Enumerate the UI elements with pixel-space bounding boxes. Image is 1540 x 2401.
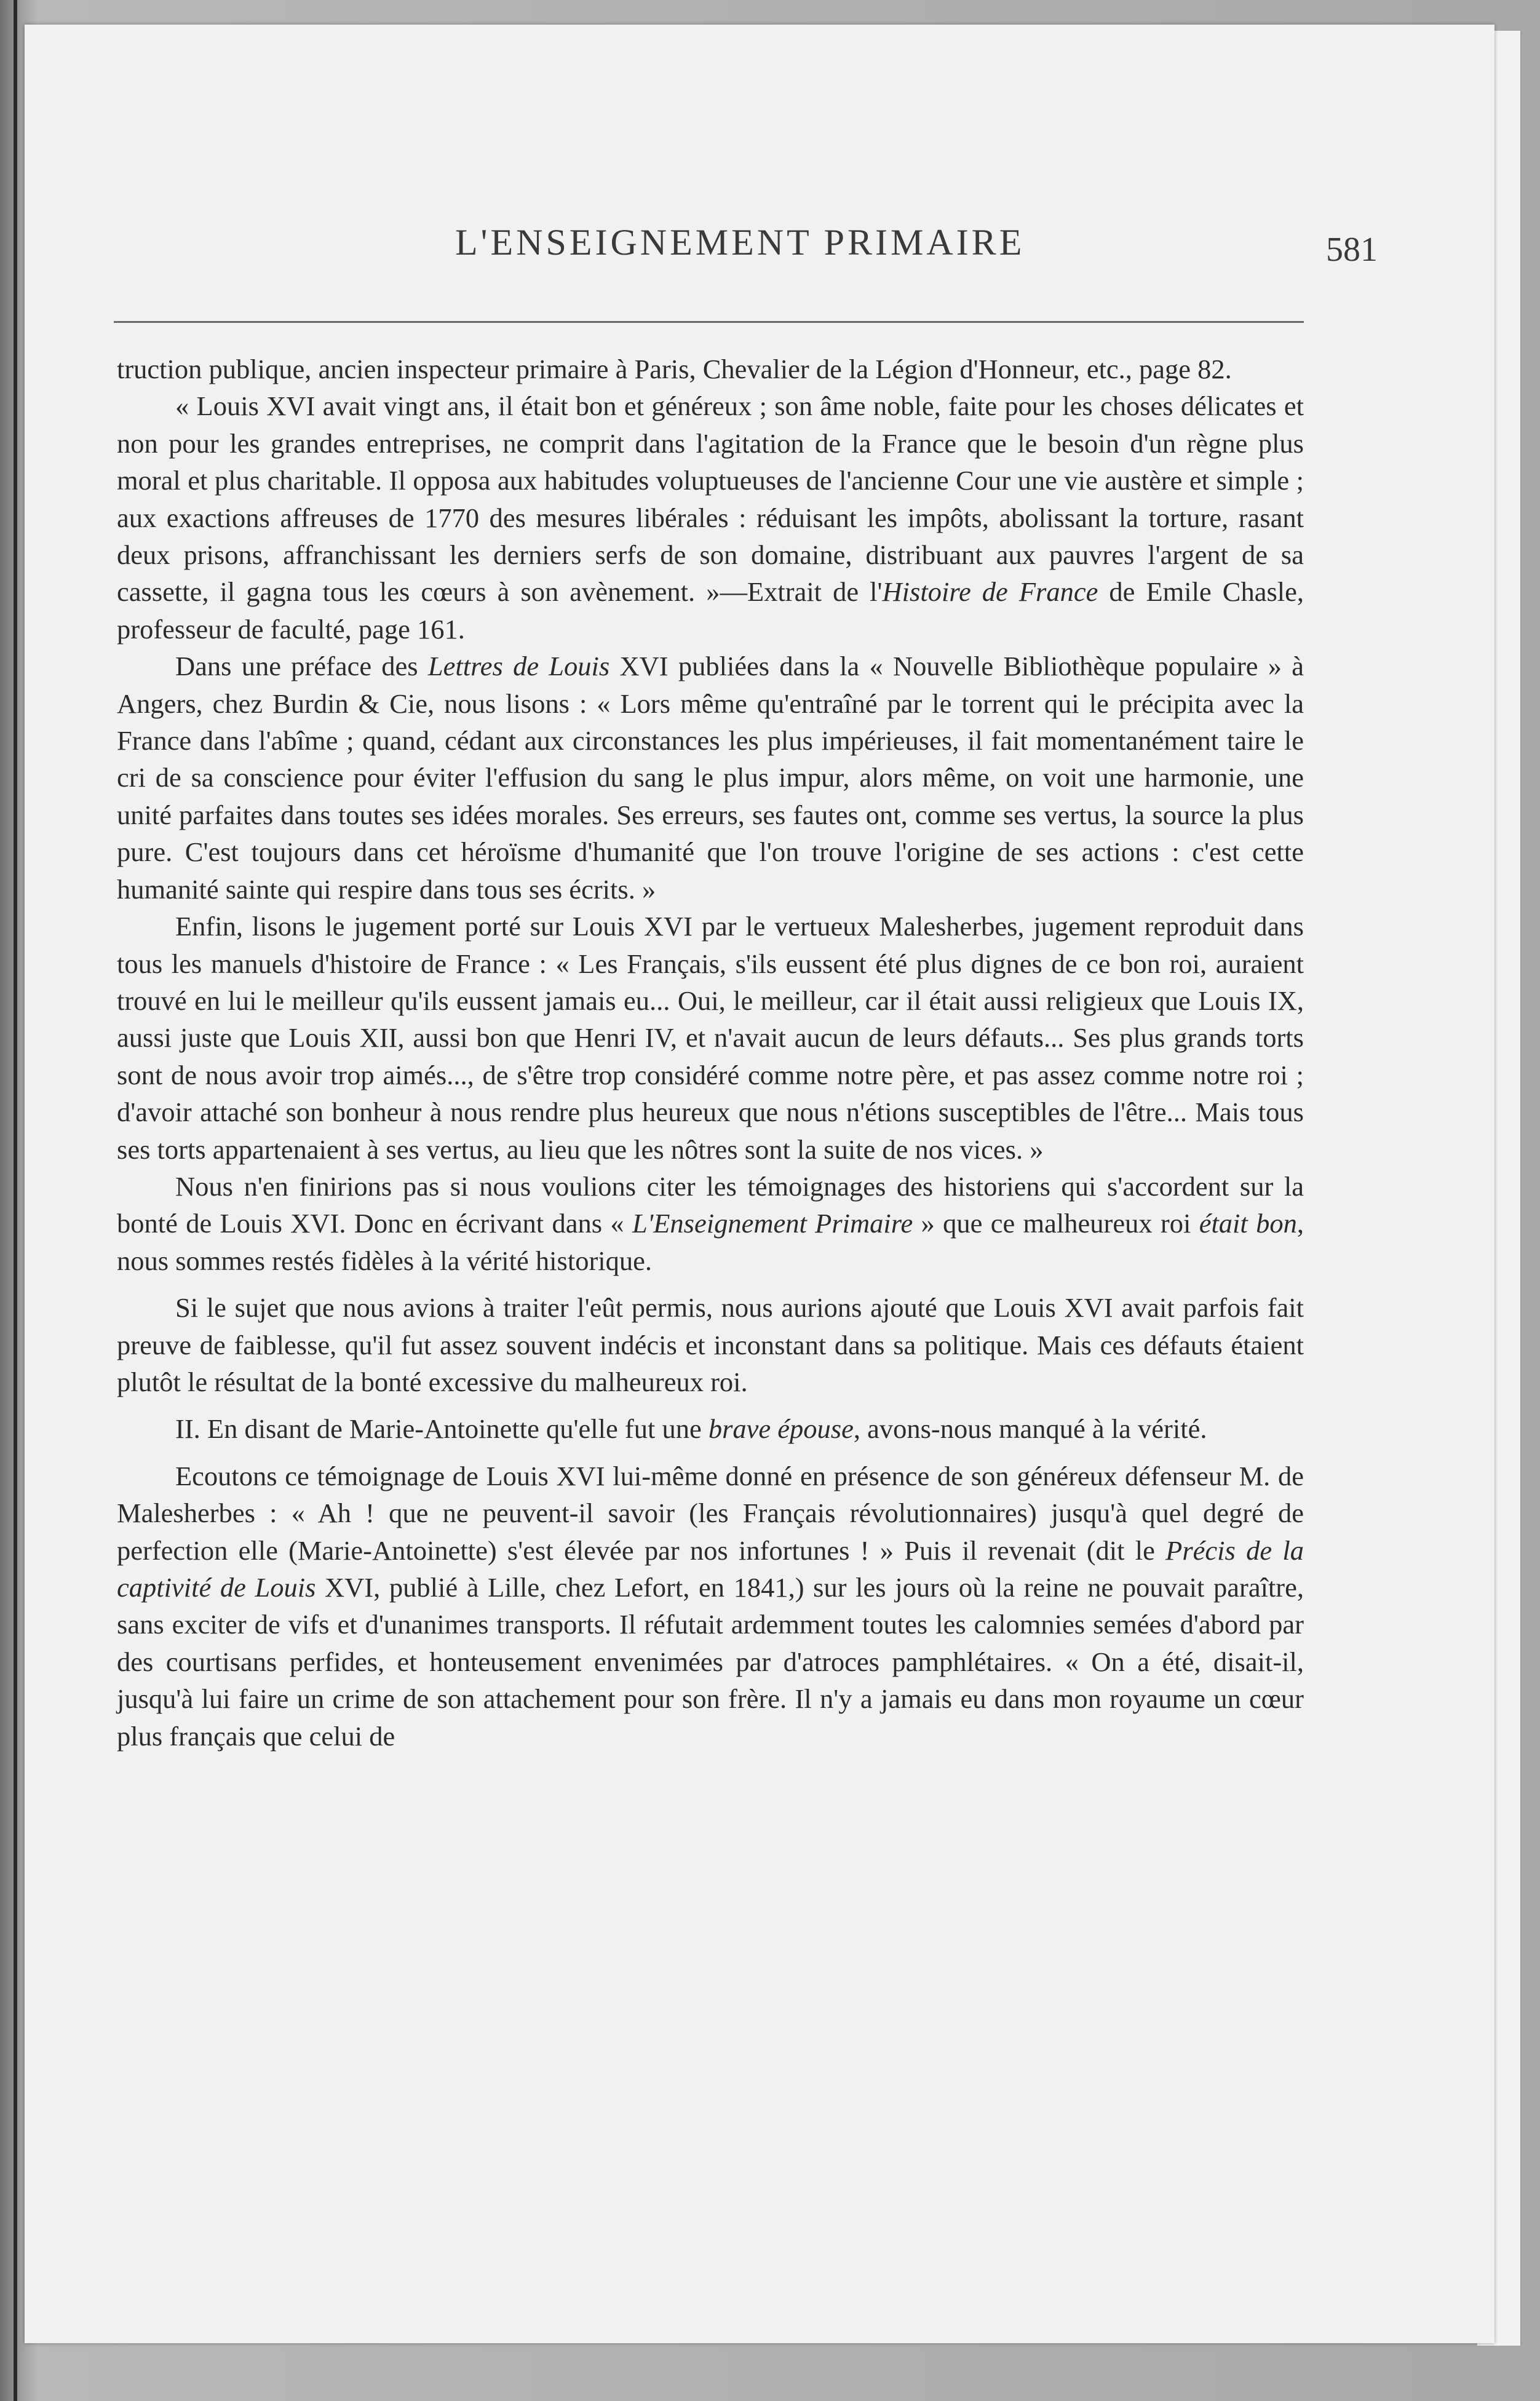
book-page <box>25 25 1494 2343</box>
page-edge <box>1498 31 1522 2346</box>
page-header <box>455 221 1378 295</box>
binding-edge <box>14 0 17 2401</box>
paragraph: « Louis XVI avait vingt ans, il était bon et généreux ; son âme noble, faite pour les choses délicates et non pour les grandes entreprises, ne comprit dans l'agitation de la France que le besoin d'un règne plus moral et plus charitable. Il opposa aux habitudes voluptueuses de l'ancienne Cour une vie austère et simple ; aux exactions affreuses de 1770 des mesures libérales : réduisant les impôts, abolissant la torture, rasant deux prisons, affranchissant les derniers serfs de son domaine, distribuant aux pauvres l'argent de sa cassette, il gagna tous les cœurs à son avènement. »—Extrait de l'Histoire de France de Emile Chasle, professeur de faculté, page 161. <box>117 391 1304 645</box>
paragraph: Dans une préface des Lettres de Louis XVI publiées dans la « Nouvelle Bibliothèque populaire » à Angers, chez Burdin & Cie, nous lisons : « Lors même qu'entraîné par le torrent qui le précipita avec la France dans l'abîme ; quand, cédant aux circonstances les plus impérieuses, il fait momentanément taire le cri de sa conscience pour éviter l'effusion du sang le plus impur, alors même, on voit une harmonie, une unité parfaites dans toutes ses idées morales. Ses erreurs, ses fautes ont, comme ses vertus, la source la plus pure. C'est toujours dans cet héroïsme d'humanité que l'on trouve l'origine de ses actions : c'est cette humanité sainte qui respire dans tous ses écrits. » <box>117 651 1304 905</box>
running-title: L'ENSEIGNEMENT PRIMAIRE <box>455 222 1025 263</box>
paragraph: II. En disant de Marie-Antoinette qu'elle fut une brave épouse, avons-nous manqué à la vérité. <box>175 1413 1207 1445</box>
paragraph: Nous n'en finirions pas si nous voulions citer les témoignages des historiens qui s'accordent sur la bonté de Louis XVI. Donc en écrivant dans « L'Enseignement Primaire » que ce malheureux roi était bon, nous sommes restés fidèles à la vérité historique. <box>117 1170 1304 1276</box>
paragraph: truction publique, ancien inspecteur primaire à Paris, Chevalier de la Légion d'Honneur, etc., page 82. <box>117 354 1232 384</box>
paragraph: Si le sujet que nous avions à traiter l'eût permis, nous aurions ajouté que Louis XVI avait parfois fait preuve de faiblesse, qu'il fut assez souvent indécis et inconstant dans sa politique. Mais ces défauts étaient plutôt le résultat de la bonté excessive du malheureux roi. <box>117 1292 1304 1397</box>
paragraph: Enfin, lisons le jugement porté sur Louis XVI par le vertueux Malesherbes, jugement reproduit dans tous les manuels d'histoire de France : « Les Français, s'ils eussent été plus dignes de ce bon roi, auraient trouvé en lui le meilleur qu'ils eussent jamais eu... Oui, le meilleur, car il était aussi religieux que Louis IX, aussi juste que Louis XII, aussi bon que Henri IV, et n'avait aucun de leurs défauts... Ses plus grands torts sont de nous avoir trop aimés..., de s'être trop considéré comme notre père, et pas assez comme notre roi ; d'avoir attaché son bonheur à nous rendre plus heureux que nous n'étions susceptibles de l'être... Mais tous ses torts appartenaient à ses vertus, au lieu que les nôtres sont la suite de nos vices. » <box>117 911 1304 1165</box>
page-body <box>117 351 1304 1755</box>
page-number: 581 <box>1326 231 1378 269</box>
header-rule <box>114 321 1304 323</box>
paragraph: Ecoutons ce témoignage de Louis XVI lui-même donné en présence de son généreux défenseur M. de Malesherbes : « Ah ! que ne peuvent-il savoir (les Français révolutionnaires) jusqu'à quel degré de perfection elle (Marie-Antoinette) s'est élevée par nos infortunes ! » Puis il revenait (dit le Précis de la captivité de Louis XVI, publié à Lille, chez Lefort, en 1841,) sur les jours où la reine ne pouvait paraître, sans exciter de vifs et d'unanimes transports. Il réfutait ardemment toutes les calomnies semées d'abord par des courtisans perfides, et honteusement envenimées par d'atroces pamphlétaires. « On a été, disait-il, jusqu'à lui faire un crime de son attachement pour son frère. Il n'y a jamais eu dans mon royaume un cœur plus français que celui de <box>117 1460 1304 1752</box>
